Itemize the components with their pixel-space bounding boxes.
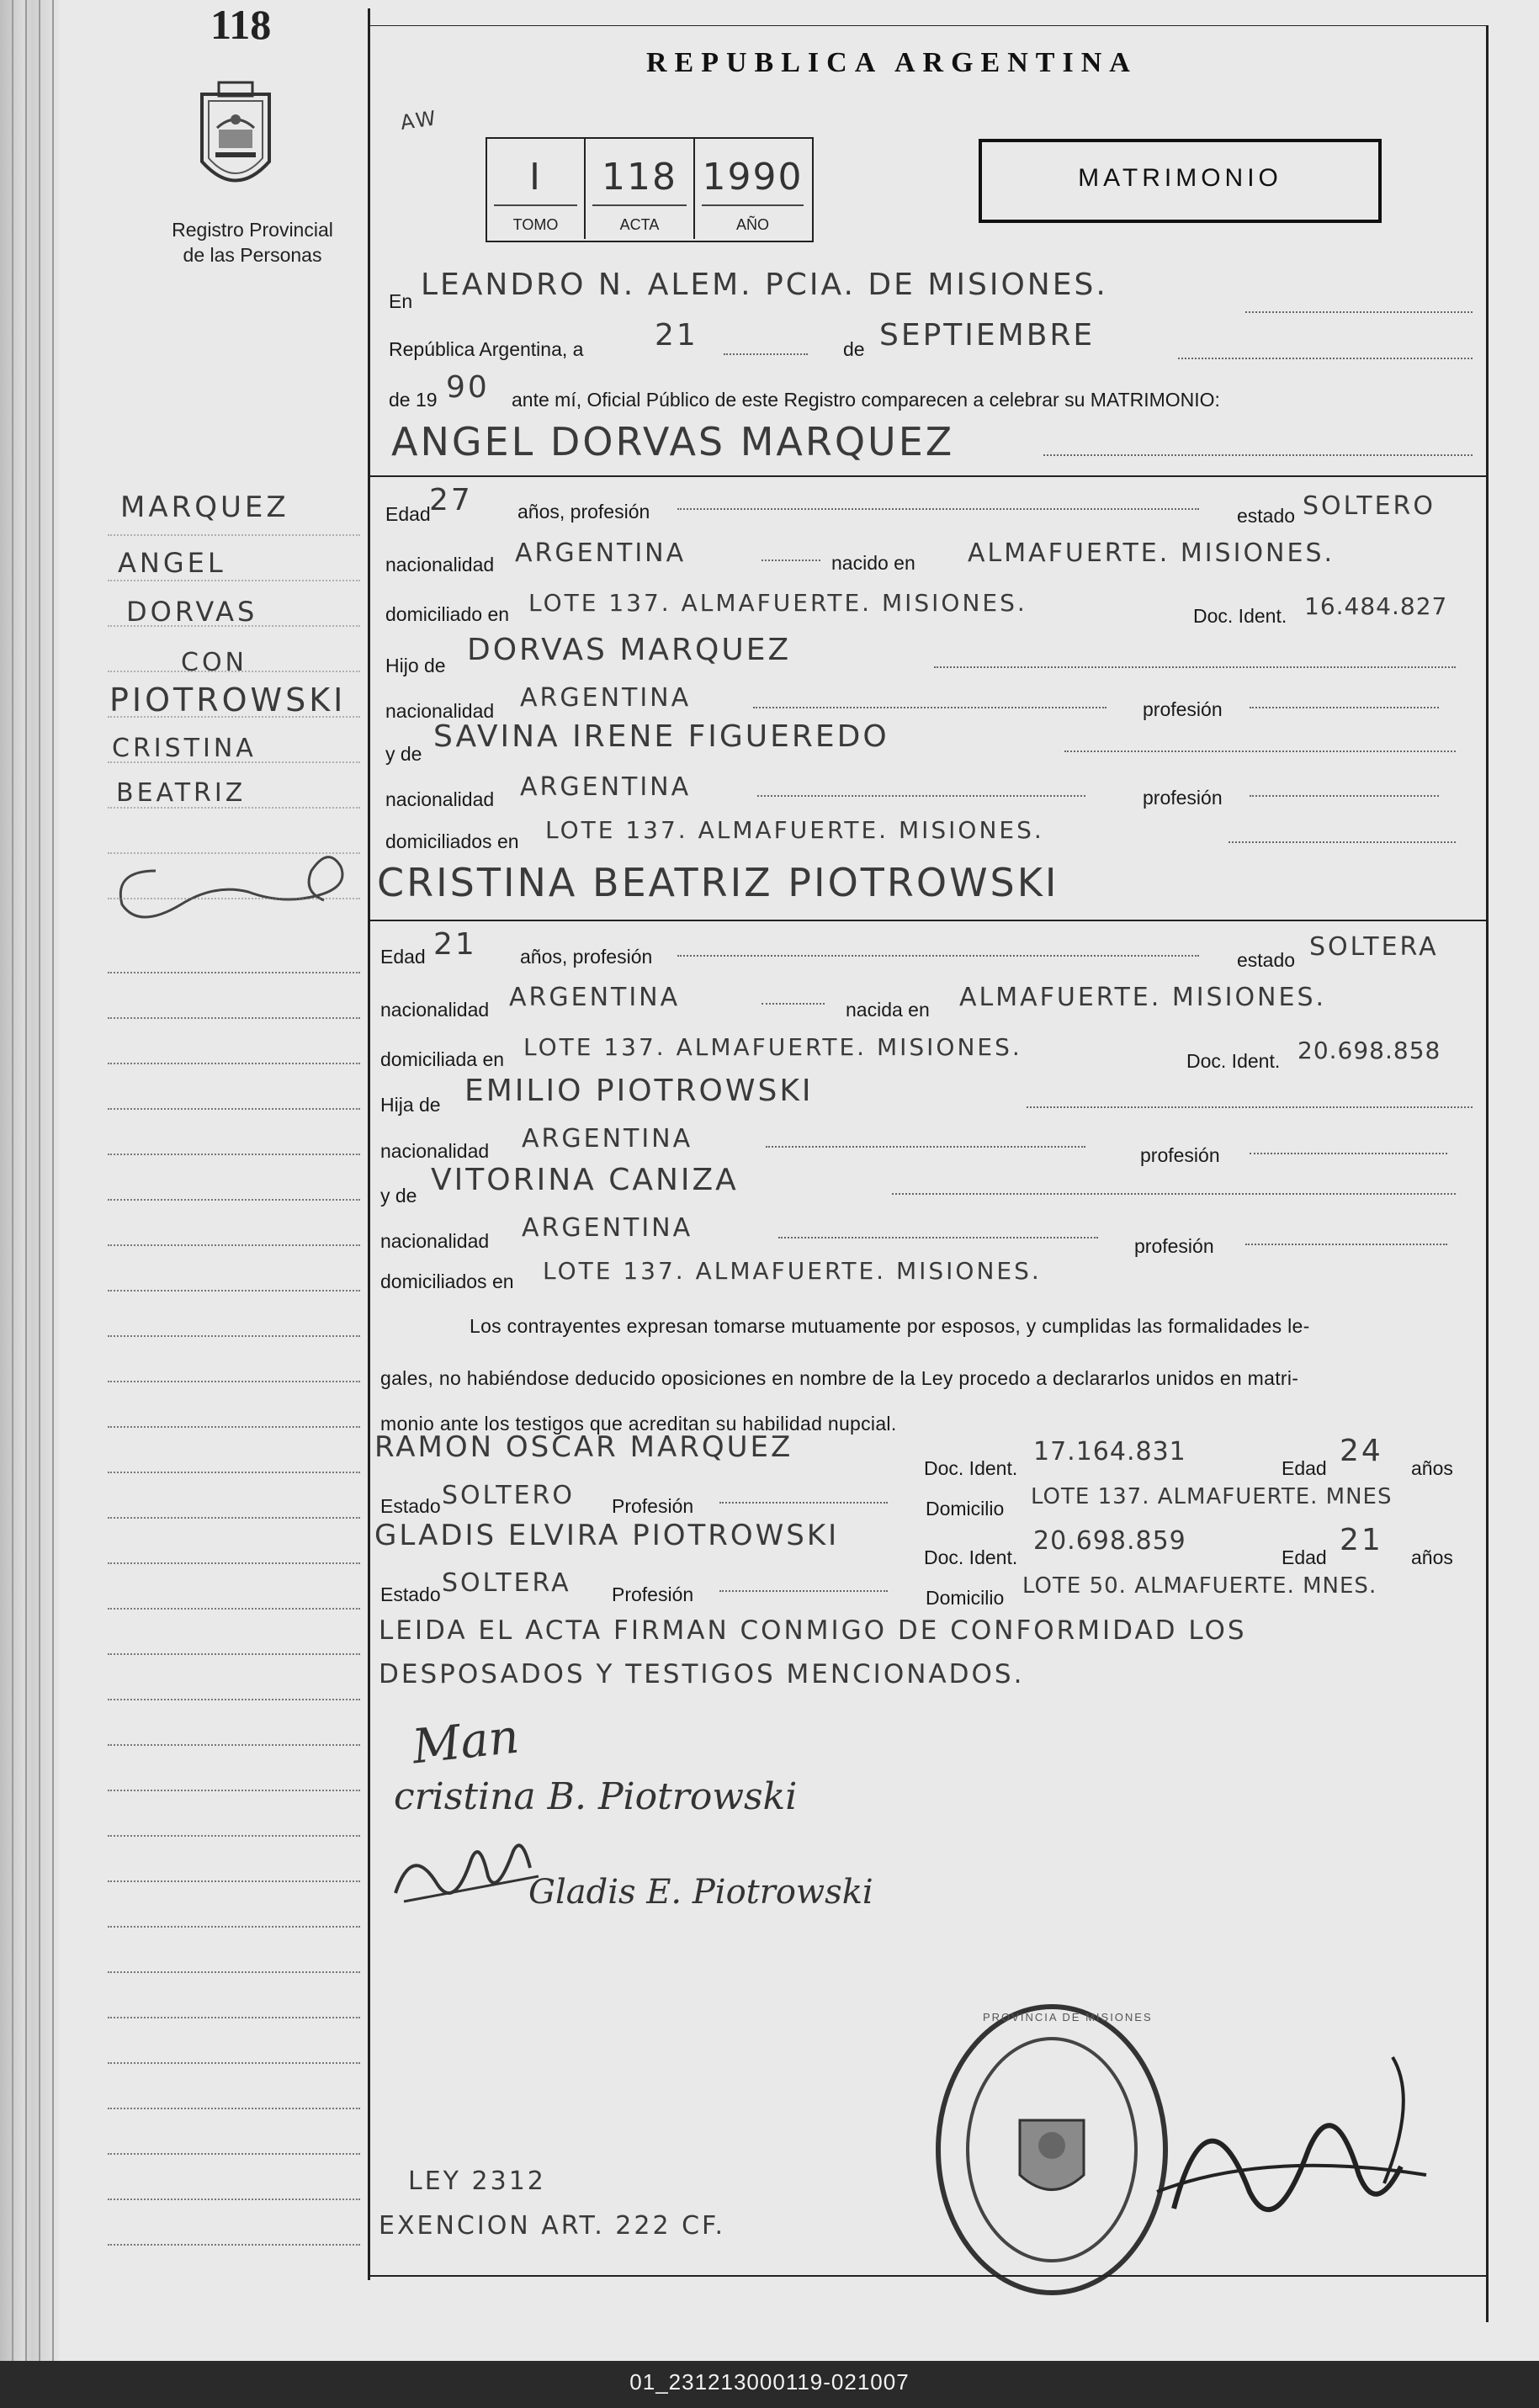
witness-2-status-label: Estado	[380, 1583, 441, 1605]
margin-ruled-line	[108, 972, 360, 973]
witness-2-age-label: Edad	[1282, 1546, 1327, 1568]
folio-number: 118	[210, 1, 272, 48]
groom-father-label: Hijo de	[385, 655, 446, 676]
bride-mother-nat-label: nacionalidad	[380, 1230, 490, 1252]
signature-1: Man	[409, 1709, 522, 1775]
registry-name-line1: Registro Provincial	[172, 219, 333, 241]
country-title: REPUBLICA ARGENTINA	[646, 47, 1138, 78]
margin-ruled-line	[108, 1926, 360, 1928]
witness-2-doc-label: Doc. Ident.	[924, 1546, 1018, 1568]
margin-line-4: CON	[181, 648, 248, 677]
margin-line-3: DORVAS	[126, 596, 258, 628]
groom-parents-dom-value: LOTE 137. ALMAFUERTE. MISIONES.	[545, 816, 1044, 844]
declaration-line-3: monio ante los testigos que acreditan su habilidad nupcial.	[380, 1413, 897, 1435]
margin-ruled-line	[108, 2153, 360, 2155]
bride-mother-label: y de	[380, 1185, 417, 1207]
margin-ruled-line	[108, 807, 360, 809]
witness-1-doc-label: Doc. Ident.	[924, 1457, 1018, 1479]
bride-domicile-label: domiciliada en	[380, 1048, 505, 1070]
witness-2-name: GLADIS ELVIRA PIOTROWSKI	[374, 1519, 840, 1552]
margin-ruled-line	[108, 1517, 360, 1519]
margin-line-5: PIOTROWSKI	[109, 682, 347, 719]
margin-ruled-line	[108, 1426, 360, 1428]
witness-1-profession-label: Profesión	[612, 1495, 694, 1517]
acta-label: ACTA	[619, 216, 660, 233]
de-label: de	[843, 338, 865, 360]
bride-nationality-label: nacionalidad	[380, 999, 490, 1021]
witness-1-status-label: Estado	[380, 1495, 441, 1517]
margin-ruled-line	[108, 2244, 360, 2246]
margin-ruled-line	[108, 1063, 360, 1064]
groom-status-label: estado	[1237, 505, 1296, 527]
acta-value: 118	[602, 156, 677, 199]
act-reference-box	[486, 137, 814, 242]
bride-mother-nat-value: ARGENTINA	[522, 1213, 693, 1243]
acta-cell	[586, 139, 695, 239]
book-binding	[0, 0, 59, 2361]
margin-line-2: ANGEL	[118, 547, 226, 579]
margin-ruled-line	[108, 1381, 360, 1382]
margin-divider-line	[368, 8, 370, 2280]
witness-1-years-label: años	[1411, 1457, 1453, 1479]
bride-nationality-value: ARGENTINA	[509, 983, 681, 1012]
witness-1-age-label: Edad	[1282, 1457, 1327, 1479]
margin-ruled-line	[108, 671, 360, 672]
bride-domicile-value: LOTE 137. ALMAFUERTE. MISIONES.	[523, 1033, 1022, 1061]
ano-label: AÑO	[735, 216, 769, 233]
law-note-line-1: LEY 2312	[408, 2167, 546, 2196]
act-type-label: MATRIMONIO	[1078, 164, 1282, 192]
year-prefix-label: de 19	[389, 389, 438, 411]
bride-full-name: CRISTINA BEATRIZ PIOTROWSKI	[377, 860, 1059, 905]
seal-lettering: PROVINCIA DE MISIONES	[983, 2011, 1153, 2023]
footer-identifier: 01_231213000119-021007	[629, 2369, 910, 2395]
act-type-box	[979, 139, 1382, 223]
groom-born-label: nacido en	[831, 552, 915, 574]
margin-ruled-line	[108, 898, 360, 899]
bride-born-value: ALMAFUERTE. MISIONES.	[959, 983, 1327, 1012]
margin-ruled-line	[108, 1335, 360, 1337]
registry-seal-icon	[194, 77, 278, 204]
margin-line-6: CRISTINA	[112, 734, 257, 763]
closing-line-2: DESPOSADOS Y TESTIGOS MENCIONADOS.	[379, 1659, 1025, 1689]
groom-father-value: DORVAS MARQUEZ	[467, 633, 792, 667]
margin-line-1: MARQUEZ	[120, 491, 289, 524]
witness-1-domicile-label: Domicilio	[926, 1498, 1005, 1520]
declaration-line-1: Los contrayentes expresan tomarse mutuamente por esposos, y cumplidas las formalidades le-	[470, 1315, 1310, 1337]
bride-mother-value: VITORINA CANIZA	[431, 1163, 739, 1197]
right-border-line	[1486, 25, 1489, 2322]
groom-father-prof-label: profesión	[1143, 698, 1223, 720]
margin-line-7: BEATRIZ	[116, 778, 247, 808]
margin-ruled-line	[108, 1199, 360, 1201]
margin-ruled-line	[108, 1472, 360, 1473]
ano-value: 1990	[702, 156, 804, 199]
statement-text: ante mí, Oficial Público de este Registro comparecen a celebrar su MATRIMONIO:	[512, 389, 1220, 411]
groom-profession-label: años, profesión	[517, 501, 650, 522]
right-column-rule	[368, 25, 1489, 26]
tomo-value: I	[529, 156, 542, 199]
groom-age-label: Edad	[385, 503, 431, 525]
month-value: SEPTIEMBRE	[879, 318, 1096, 353]
margin-ruled-line	[108, 1653, 360, 1655]
margin-ruled-line	[108, 625, 360, 627]
margin-ruled-line	[108, 1971, 360, 1973]
groom-mother-prof-label: profesión	[1143, 787, 1223, 809]
margin-ruled-line	[108, 1290, 360, 1292]
tomo-cell	[487, 139, 586, 239]
margin-ruled-line	[108, 1608, 360, 1610]
bride-father-prof-label: profesión	[1140, 1144, 1220, 1166]
bride-status-value: SOLTERA	[1309, 932, 1439, 962]
bride-status-label: estado	[1237, 949, 1296, 971]
bride-parents-dom-label: domiciliados en	[380, 1270, 514, 1292]
groom-doc-value: 16.484.827	[1304, 592, 1448, 620]
margin-ruled-line	[108, 1562, 360, 1564]
bride-father-label: Hija de	[380, 1094, 441, 1116]
bride-age-value: 21	[433, 927, 477, 962]
margin-ruled-line	[108, 1880, 360, 1882]
registry-name-line2: de las Personas	[183, 244, 322, 266]
groom-parents-dom-label: domiciliados en	[385, 830, 519, 852]
witness-2-years-label: años	[1411, 1546, 1453, 1568]
closing-line-1: LEIDA EL ACTA FIRMAN CONMIGO DE CONFORMIDAD LOS	[379, 1615, 1247, 1646]
day-value: 21	[655, 318, 698, 353]
margin-ruled-line	[108, 2062, 360, 2064]
signature-3: Gladis E. Piotrowski	[528, 1873, 873, 1912]
bride-mother-prof-label: profesión	[1134, 1235, 1214, 1257]
bride-section-rule	[370, 920, 1488, 921]
margin-ruled-line	[108, 1017, 360, 1019]
witness-2-doc-value: 20.698.859	[1033, 1526, 1186, 1556]
margin-ruled-line	[108, 534, 360, 536]
witness-1-age-value: 24	[1340, 1434, 1383, 1468]
margin-ruled-line	[108, 1744, 360, 1746]
groom-full-name: ANGEL DORVAS MARQUEZ	[391, 419, 955, 464]
groom-domicile-value: LOTE 137. ALMAFUERTE. MISIONES.	[528, 589, 1027, 617]
groom-status-value: SOLTERO	[1303, 491, 1436, 521]
margin-ruled-line	[108, 1108, 360, 1110]
groom-age-value: 27	[429, 483, 473, 517]
witness-1-status-value: SOLTERO	[442, 1481, 575, 1510]
groom-father-nat-value: ARGENTINA	[520, 683, 692, 713]
groom-mother-label: y de	[385, 743, 422, 765]
witness-2-age-value: 21	[1340, 1523, 1383, 1557]
bride-doc-label: Doc. Ident.	[1186, 1050, 1281, 1072]
republic-label: República Argentina, a	[389, 338, 584, 360]
official-signature-icon	[1140, 2049, 1443, 2234]
bride-parents-dom-value: LOTE 137. ALMAFUERTE. MISIONES.	[543, 1257, 1042, 1285]
margin-ruled-line	[108, 761, 360, 763]
groom-doc-label: Doc. Ident.	[1193, 605, 1287, 627]
ano-cell	[695, 139, 810, 239]
margin-ruled-line	[108, 852, 360, 854]
groom-mother-nat-label: nacionalidad	[385, 788, 495, 810]
margin-ruled-line	[108, 2108, 360, 2109]
witness-1-domicile-value: LOTE 137. ALMAFUERTE. MNES	[1031, 1484, 1393, 1509]
margin-flourish-icon	[105, 846, 358, 930]
place-value: LEANDRO N. ALEM. PCIA. DE MISIONES.	[421, 268, 1108, 302]
margin-ruled-line	[108, 1244, 360, 1246]
bride-father-value: EMILIO PIOTROWSKI	[464, 1074, 814, 1108]
groom-mother-value: SAVINA IRENE FIGUEREDO	[433, 719, 889, 754]
groom-mother-nat-value: ARGENTINA	[520, 772, 692, 802]
groom-nationality-value: ARGENTINA	[515, 538, 687, 568]
declaration-line-2: gales, no habiéndose deducido oposiciones en nombre de la Ley procedo a declararlos unidos en matri-	[380, 1367, 1299, 1389]
witness-2-profession-label: Profesión	[612, 1583, 694, 1605]
bride-father-nat-value: ARGENTINA	[522, 1124, 693, 1154]
bride-born-label: nacida en	[846, 999, 930, 1021]
groom-nationality-label: nacionalidad	[385, 554, 495, 575]
bottom-rule	[368, 2275, 1489, 2277]
margin-ruled-line	[108, 716, 360, 718]
bride-age-label: Edad	[380, 946, 426, 968]
bride-profession-label: años, profesión	[520, 946, 653, 968]
margin-ruled-line	[108, 1790, 360, 1791]
en-label: En	[389, 290, 413, 312]
tomo-label: TOMO	[512, 216, 559, 233]
signature-2: cristina B. Piotrowski	[394, 1775, 798, 1818]
margin-ruled-line	[108, 2017, 360, 2018]
witness-1-name: RAMON OSCAR MARQUEZ	[374, 1430, 793, 1464]
initials-handwritten: AW	[399, 106, 440, 135]
groom-born-value: ALMAFUERTE. MISIONES.	[968, 538, 1335, 568]
bride-doc-value: 20.698.858	[1298, 1037, 1441, 1064]
margin-ruled-line	[108, 1699, 360, 1700]
margin-ruled-line	[108, 1154, 360, 1155]
margin-ruled-line	[108, 2198, 360, 2200]
margin-ruled-line	[108, 1835, 360, 1837]
groom-section-rule	[370, 475, 1488, 477]
groom-domicile-label: domiciliado en	[385, 603, 510, 625]
witness-1-doc-value: 17.164.831	[1033, 1437, 1186, 1467]
witness-2-domicile-value: LOTE 50. ALMAFUERTE. MNES.	[1022, 1573, 1377, 1599]
law-note-line-2: EXENCION ART. 222 CF.	[379, 2211, 726, 2241]
witness-2-domicile-label: Domicilio	[926, 1587, 1005, 1609]
groom-father-nat-label: nacionalidad	[385, 700, 495, 722]
year-suffix-value: 90	[446, 370, 490, 405]
bride-father-nat-label: nacionalidad	[380, 1140, 490, 1162]
witness-2-status-value: SOLTERA	[442, 1568, 571, 1598]
margin-ruled-line	[108, 580, 360, 581]
